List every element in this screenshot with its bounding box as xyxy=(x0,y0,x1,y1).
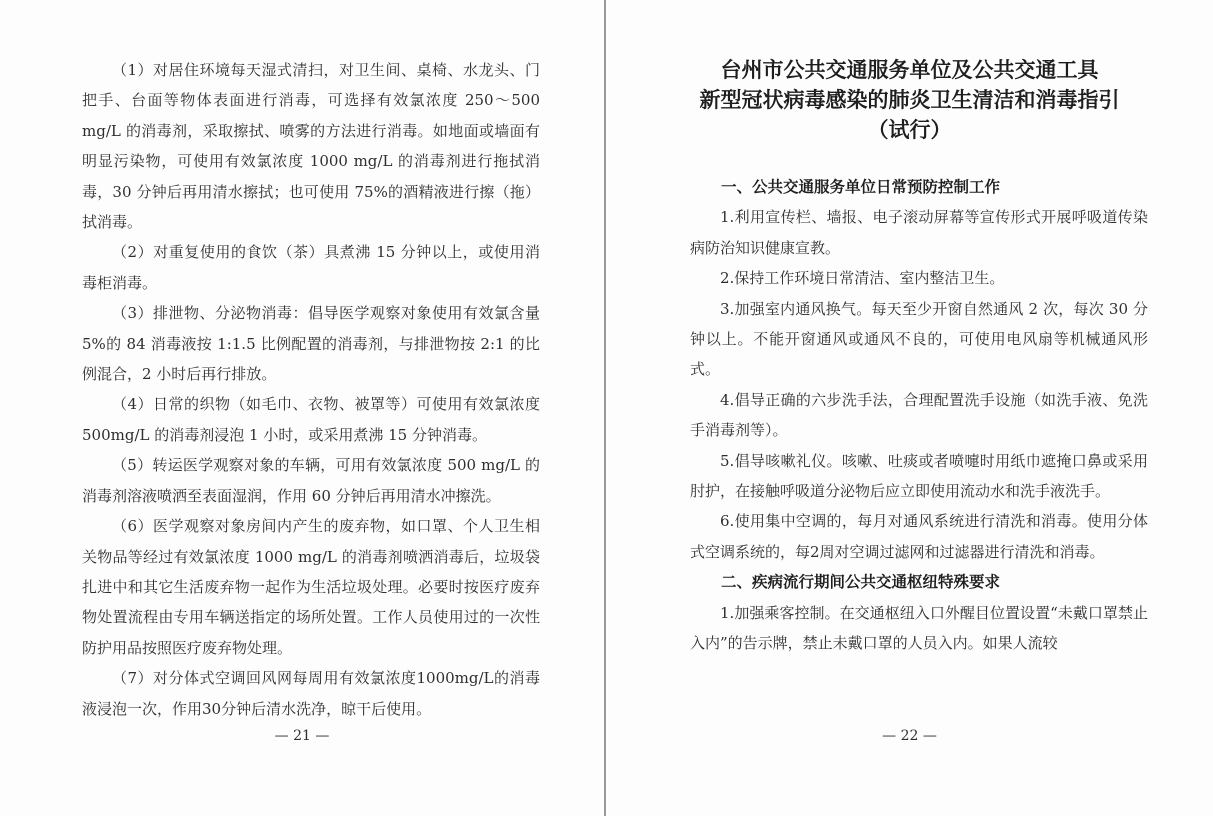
paragraph: （1）对居住环境每天湿式清扫，对卫生间、桌椅、水龙头、门把手、台面等物体表面进行消毒，可选择有效氯浓度 250～500 mg/L 的消毒剂，采取擦拭、喷雾的方法进行消毒。如地面或墙面有明显污染物，可使用有效氯浓度 1000 mg/L 的消毒剂进行拖拭消毒，30 分钟后再用清水擦拭；也可使用 75%的酒精液进行擦（拖）拭消毒。 xyxy=(82,61,540,232)
section-heading: 二、疾病流行期间公共交通枢纽特殊要求 xyxy=(721,572,1001,592)
list-item: 4.倡导正确的六步洗手法，合理配置洗手设施（如洗手液、免洗手消毒剂等）。 xyxy=(690,390,1148,440)
document-title xyxy=(646,55,1173,145)
paragraph: （4）日常的织物（如毛巾、衣物、被罩等）可使用有效氯浓度 500mg/L 的消毒剂浸泡 1 小时，或采用煮沸 15 分钟消毒。 xyxy=(82,395,540,444)
paragraph: （7）对分体式空调回风网每周用有效氯浓度1000mg/L的消毒液浸泡一次，作用30分钟后清水洗净，晾干后使用。 xyxy=(82,669,540,718)
title-line: 台州市公共交通服务单位及公共交通工具 xyxy=(720,57,1099,82)
list-item: 1.利用宣传栏、墙报、电子滚动屏幕等宣传形式开展呼吸道传染病防治知识健康宣教。 xyxy=(690,208,1148,257)
left-page-body xyxy=(82,55,540,724)
list-item: 5.倡导咳嗽礼仪。咳嗽、吐痰或者喷嚏时用纸巾遮掩口鼻或采用肘护，在接触呼吸道分泌物后应立即使用流动水和洗手液洗手。 xyxy=(690,451,1148,501)
list-item: 2.保持工作环境日常清洁、室内整洁卫生。 xyxy=(720,269,1005,288)
right-page-body xyxy=(690,172,1148,659)
list-item: 1.加强乘客控制。在交通枢纽入口外醒目位置设置“未戴口罩禁止入内”的告示牌，禁止未戴口罩的人员入内。如果人流较 xyxy=(690,603,1148,653)
page-number: — 22 — xyxy=(882,728,937,744)
title-line: 新型冠状病毒感染的肺炎卫生清洁和消毒指引 xyxy=(699,87,1120,112)
title-line: （试行） xyxy=(867,117,952,142)
list-item: 3.加强室内通风换气。每天至少开窗自然通风 2 次，每次 30 分钟以上。不能开窗通风或通风不良的，可使用电风扇等机械通风形式。 xyxy=(690,299,1148,379)
paragraph: （6）医学观察对象房间内产生的废弃物，如口罩、个人卫生相关物品等经过有效氯浓度 1000 mg/L 的消毒剂喷洒消毒后，垃圾袋扎进中和其它生活废弃物一起作为生活垃圾处理。必要时按医疗废弃物处置流程由专用车辆送指定的场所处置。工作人员使用过的一次性防护用品按照医疗废弃物处理。 xyxy=(82,517,540,657)
section-heading: 一、公共交通服务单位日常预防控制工作 xyxy=(721,177,1001,196)
paragraph: （3）排泄物、分泌物消毒：倡导医学观察对象使用有效氯含量 5%的 84 消毒液按 1:1.5 比例配置的消毒剂，与排泄物按 2:1 的比例混合，2 小时后再行排放。 xyxy=(82,304,540,384)
right-page xyxy=(606,0,1213,816)
page-number: — 21 — xyxy=(274,728,330,744)
list-item: 6.使用集中空调的，每月对通风系统进行清洗和消毒。使用分体式空调系统的，每2周对空调过滤网和过滤器进行清洗和消毒。 xyxy=(690,512,1148,561)
paragraph: （2）对重复使用的食饮（茶）具煮沸 15 分钟以上，或使用消毒柜消毒。 xyxy=(82,243,540,292)
left-page xyxy=(0,0,604,816)
paragraph: （5）转运医学观察对象的车辆，可用有效氯浓度 500 mg/L 的消毒剂溶液喷洒至表面湿润，作用 60 分钟后再用清水冲擦洗。 xyxy=(82,456,540,505)
